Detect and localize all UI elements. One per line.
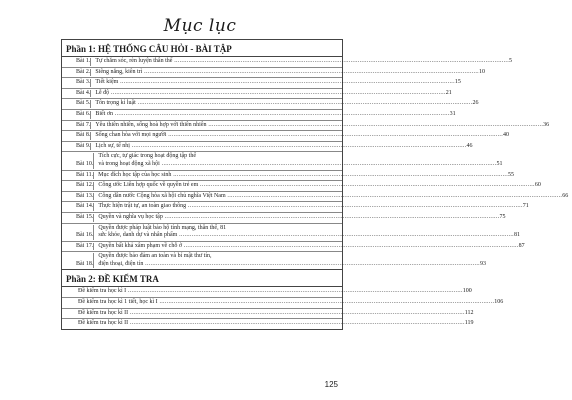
entry-page: 106 [494, 299, 504, 306]
entry-number: Bài 3. [76, 79, 91, 86]
entry-title-line: Sống chan hòa với mọi người ..... [95, 132, 503, 140]
entry-title-line: Tôn trọng kỉ luật ..... [95, 100, 472, 108]
entry-title [90, 69, 479, 77]
entry-number: Bài 4. [76, 89, 91, 96]
entry-title [93, 225, 514, 240]
entry-title [93, 253, 480, 268]
entry-title-line: Đề kiểm tra học kì II ..... [78, 310, 465, 318]
entry-number: Bài 16. [76, 232, 94, 239]
toc-entry [62, 224, 520, 242]
toc-entry [62, 319, 474, 329]
entry-title-line: Lịch sự, tế nhị ..... [95, 143, 466, 151]
entry-title-line: Quyền được bảo đảm an toàn và bí mật thư tín, [98, 253, 212, 260]
entry-number: Bài 13. [76, 192, 94, 199]
entry-page: 93 [479, 260, 486, 267]
entry-page: 10 [478, 68, 485, 75]
entry-page: 21 [445, 89, 452, 96]
entry-page: 60 [534, 182, 541, 189]
entry-title [93, 172, 508, 180]
toc-entry [62, 242, 525, 253]
entry-title-line: Tự chăm sóc, rèn luyện thân thể ..... [95, 58, 509, 66]
entry-title-line: và trong hoạt động xã hội ..... [98, 161, 496, 169]
part-heading: Phần 2: ĐỀ KIỂM TRA [62, 270, 342, 287]
entry-number: Bài 6. [76, 110, 91, 117]
entry-number: Bài 15. [76, 213, 94, 220]
entry-title [90, 79, 455, 87]
entry-title [93, 153, 496, 168]
entry-number: Bài 2. [76, 68, 91, 75]
entry-page: 36 [543, 121, 550, 128]
toc-entry [62, 152, 503, 170]
toc-entry [62, 89, 452, 100]
entry-number: Bài 11. [76, 171, 94, 178]
entry-title-line: Yêu thiên nhiên, sống hoà hợp với thiên nhiên ..... [95, 122, 543, 130]
toc-entry [62, 131, 510, 142]
toc-entry [62, 121, 550, 132]
entry-page: 46 [466, 142, 473, 149]
entry-number: Bài 14. [76, 203, 94, 210]
toc-entry [62, 99, 479, 110]
entry-title-line: Biết ơn ..... [95, 111, 449, 119]
entry-title [62, 310, 465, 318]
entry-title [62, 288, 463, 296]
entry-title [93, 182, 535, 190]
entry-title-line: Quyền và nghĩa vụ học tập ..... [98, 214, 499, 222]
toc-entry [62, 57, 513, 68]
entry-page: 100 [462, 288, 472, 295]
toc-entry [62, 202, 529, 213]
entry-page: 87 [518, 242, 525, 249]
entry-page: 26 [472, 100, 479, 107]
entry-title-line: Lễ độ ..... [95, 90, 445, 98]
entry-number: Bài 10. [76, 160, 94, 167]
toc-entry [62, 68, 485, 79]
entry-page: 51 [496, 160, 503, 167]
toc-entry [62, 142, 473, 153]
entry-number: Bài 7. [76, 121, 91, 128]
toc-part-2 [62, 270, 504, 328]
toc-entry [62, 110, 456, 121]
entry-title-line: Mục đích học tập của học sinh ..... [98, 172, 508, 180]
entry-title [62, 320, 465, 328]
entry-title-line: Đề kiểm tra học kì 1 tiết, học kì I ..... [78, 299, 494, 307]
entry-number: Bài 8. [76, 132, 91, 139]
toc-entry [62, 287, 472, 298]
table-of-contents [61, 39, 569, 330]
toc-entry [62, 171, 515, 182]
entry-title-line: Quyền được pháp luật bảo hộ tính mạng, thân thể, 81 [98, 224, 227, 231]
entry-title-line: Đề kiểm tra học kì II ..... [78, 320, 465, 328]
entry-page: 75 [499, 213, 506, 220]
entry-title [93, 203, 522, 211]
entry-number: Bài 12. [76, 182, 94, 189]
entry-title-line: sức khỏe, danh dự và nhân phẩm ..... [98, 232, 514, 240]
entry-page: 40 [503, 132, 510, 139]
toc-entry [62, 192, 569, 203]
toc-part-1 [62, 40, 569, 270]
toc-entry [62, 252, 486, 269]
toc-entry [62, 298, 504, 309]
entry-title [93, 243, 518, 251]
entry-page: 71 [522, 203, 529, 210]
toc-entry [62, 78, 461, 89]
page-number: 125 [324, 380, 338, 389]
page-title: Mục lục [163, 16, 237, 36]
entry-title [90, 122, 543, 130]
entry-page: 15 [454, 79, 461, 86]
part-heading: Phần 1: HỆ THỐNG CÂU HỎI - BÀI TẬP [62, 40, 342, 57]
toc-entry [62, 309, 474, 320]
entry-page: 112 [464, 309, 474, 316]
entry-number: Bài 18. [76, 260, 94, 267]
entry-title [90, 111, 449, 119]
entry-title-line: Công ước Liên hợp quốc về quyền trẻ em ..... [98, 182, 535, 190]
entry-title-line: Quyền bất khả xâm phạm về chỗ ở ..... [98, 243, 518, 251]
toc-entry [62, 181, 541, 192]
entry-title [90, 143, 466, 151]
entry-page: 5 [509, 58, 513, 64]
entry-number: Bài 9. [76, 142, 91, 149]
entry-title [62, 299, 494, 307]
entry-page: 119 [464, 320, 474, 327]
entry-title-line: Đề kiểm tra học kì I ..... [78, 288, 463, 296]
entry-title [90, 132, 503, 140]
entry-title [90, 90, 445, 98]
entry-number: Bài 1. [76, 58, 91, 64]
entry-number: Bài 5. [76, 100, 91, 107]
entry-title-line: Tiết kiệm ..... [95, 79, 455, 87]
entry-title [93, 193, 562, 201]
entry-title [93, 214, 499, 222]
toc-entry [62, 213, 506, 224]
entry-title-line: điện thoại, điện tín ..... [98, 261, 480, 269]
entry-page: 55 [508, 171, 515, 178]
entry-title-line: Siêng năng, kiên trì ..... [95, 69, 479, 77]
entry-title-line: Tích cực, tự giác trong hoạt động tập thể [98, 153, 196, 160]
entry-page: 66 [562, 192, 569, 199]
entry-title [90, 100, 472, 108]
entry-title-line: Thực hiện trật tự, an toàn giao thông ..... [98, 203, 522, 211]
entry-title [90, 58, 509, 66]
entry-number: Bài 17. [76, 242, 94, 249]
entry-page: 81 [513, 232, 520, 239]
entry-title-line: Công dân nước Cộng hòa xã hội chủ nghĩa Việt Nam ..... [98, 193, 562, 201]
entry-page: 31 [449, 110, 456, 117]
